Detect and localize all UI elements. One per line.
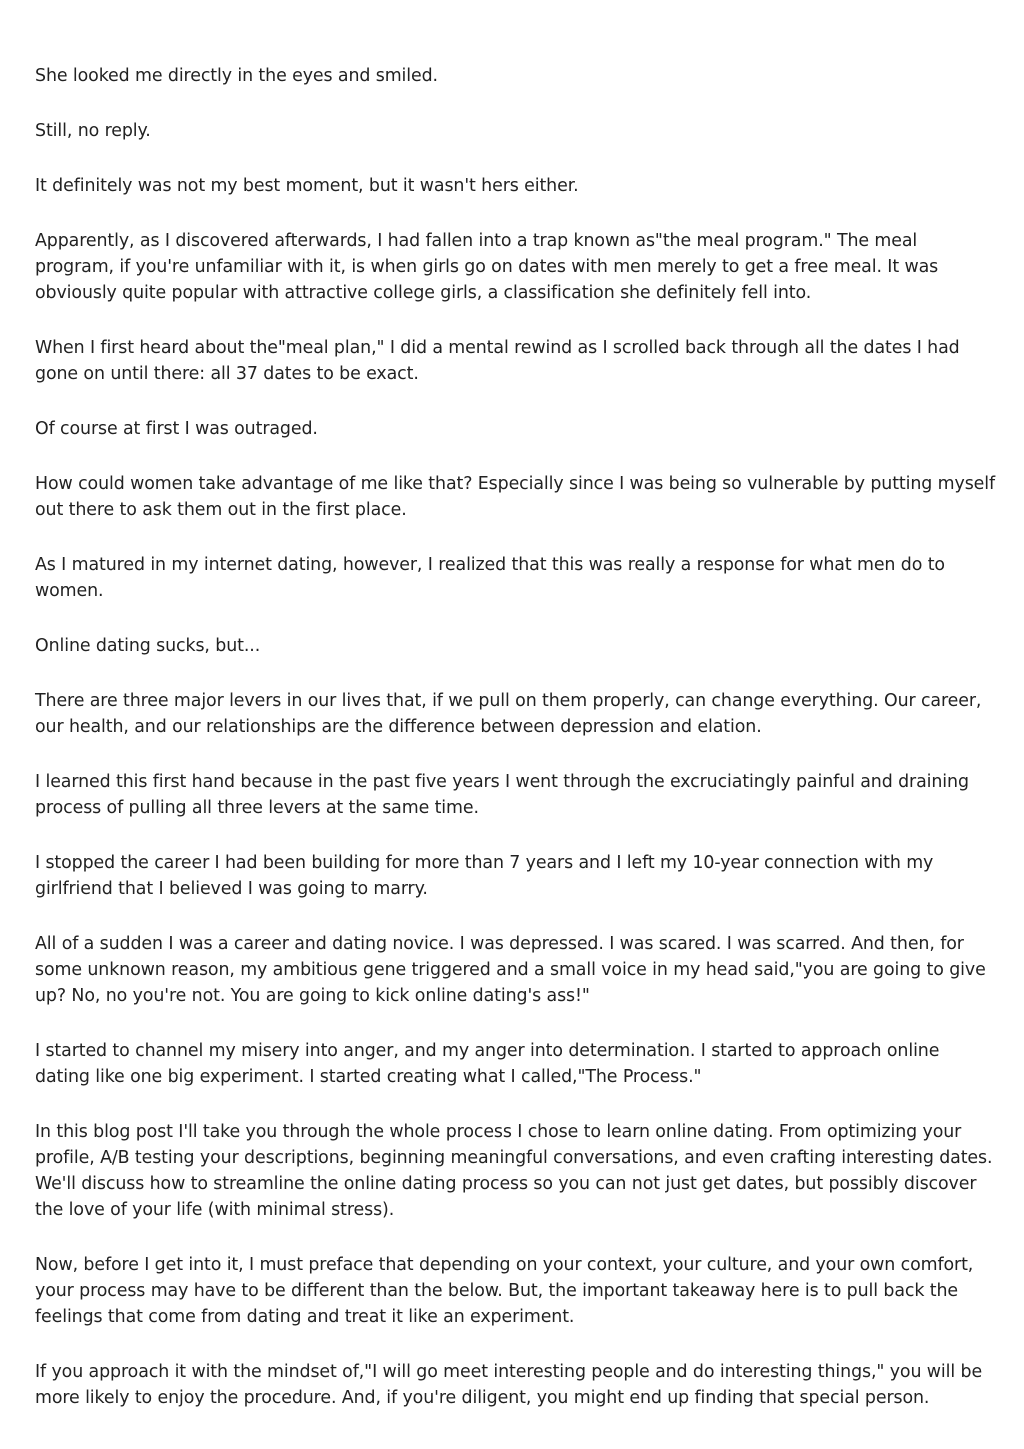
paragraph-17: If you approach it with the mindset of,"I will go meet interesting people and do interesting things," you will be more likely to enjoy the procedure. And, if you're diligent, you might end up finding that special person. bbox=[35, 1362, 983, 1408]
paragraph-8: As I matured in my internet dating, however, I realized that this was really a response for what men do to women. bbox=[35, 555, 945, 601]
paragraph-16: Now, before I get into it, I must preface that depending on your context, your culture, and your own comfort, your process may have to be different than the below. But, the important takeaway here is to pull back the feelings that come from dating and treat it like an experiment. bbox=[35, 1255, 974, 1327]
paragraph-7: How could women take advantage of me like that? Especially since I was being so vulnerable by putting myself out there to ask them out in the first place. bbox=[35, 474, 996, 520]
paragraph-14: I started to channel my misery into anger, and my anger into determination. I started to approach online dating like one big experiment. I started creating what I called,"The Process." bbox=[35, 1041, 940, 1087]
paragraph-3: It definitely was not my best moment, but it wasn't hers either. bbox=[35, 176, 579, 196]
paragraph-10: There are three major levers in our lives that, if we pull on them properly, can change everything. Our career, our health, and our relationships are the difference between depression and elation. bbox=[35, 691, 982, 737]
article-body bbox=[35, 63, 995, 1440]
paragraph-4: Apparently, as I discovered afterwards, I had fallen into a trap known as"the meal program." The meal program, if you're unfamiliar with it, is when girls go on dates with men merely to get a free meal. It was obviously quite popular with attractive college girls, a classification she definitely fell into. bbox=[35, 231, 939, 303]
paragraph-11: I learned this first hand because in the past five years I went through the excruciatingly painful and draining process of pulling all three levers at the same time. bbox=[35, 772, 969, 818]
paragraph-2: Still, no reply. bbox=[35, 121, 151, 141]
paragraph-9: Online dating sucks, but... bbox=[35, 636, 261, 656]
paragraph-5: When I first heard about the"meal plan," I did a mental rewind as I scrolled back through all the dates I had gone on until there: all 37 dates to be exact. bbox=[35, 338, 960, 384]
paragraph-1: She looked me directly in the eyes and smiled. bbox=[35, 66, 438, 86]
paragraph-13: All of a sudden I was a career and dating novice. I was depressed. I was scared. I was scarred. And then, for some unknown reason, my ambitious gene triggered and a small voice in my head said,"you are going to give up? No, no you're not. You are going to kick online dating's ass!" bbox=[35, 934, 986, 1006]
paragraph-12: I stopped the career I had been building for more than 7 years and I left my 10-year connection with my girlfriend that I believed I was going to marry. bbox=[35, 853, 934, 899]
paragraph-6: Of course at first I was outraged. bbox=[35, 419, 318, 439]
paragraph-15: In this blog post I'll take you through the whole process I chose to learn online dating. From optimizing your profile, A/B testing your descriptions, beginning meaningful conversations, and even crafting interesting dates. We'll discuss how to streamline the online dating process so you can not just get dates, but possibly discover the love of your life (with minimal stress). bbox=[35, 1122, 993, 1220]
